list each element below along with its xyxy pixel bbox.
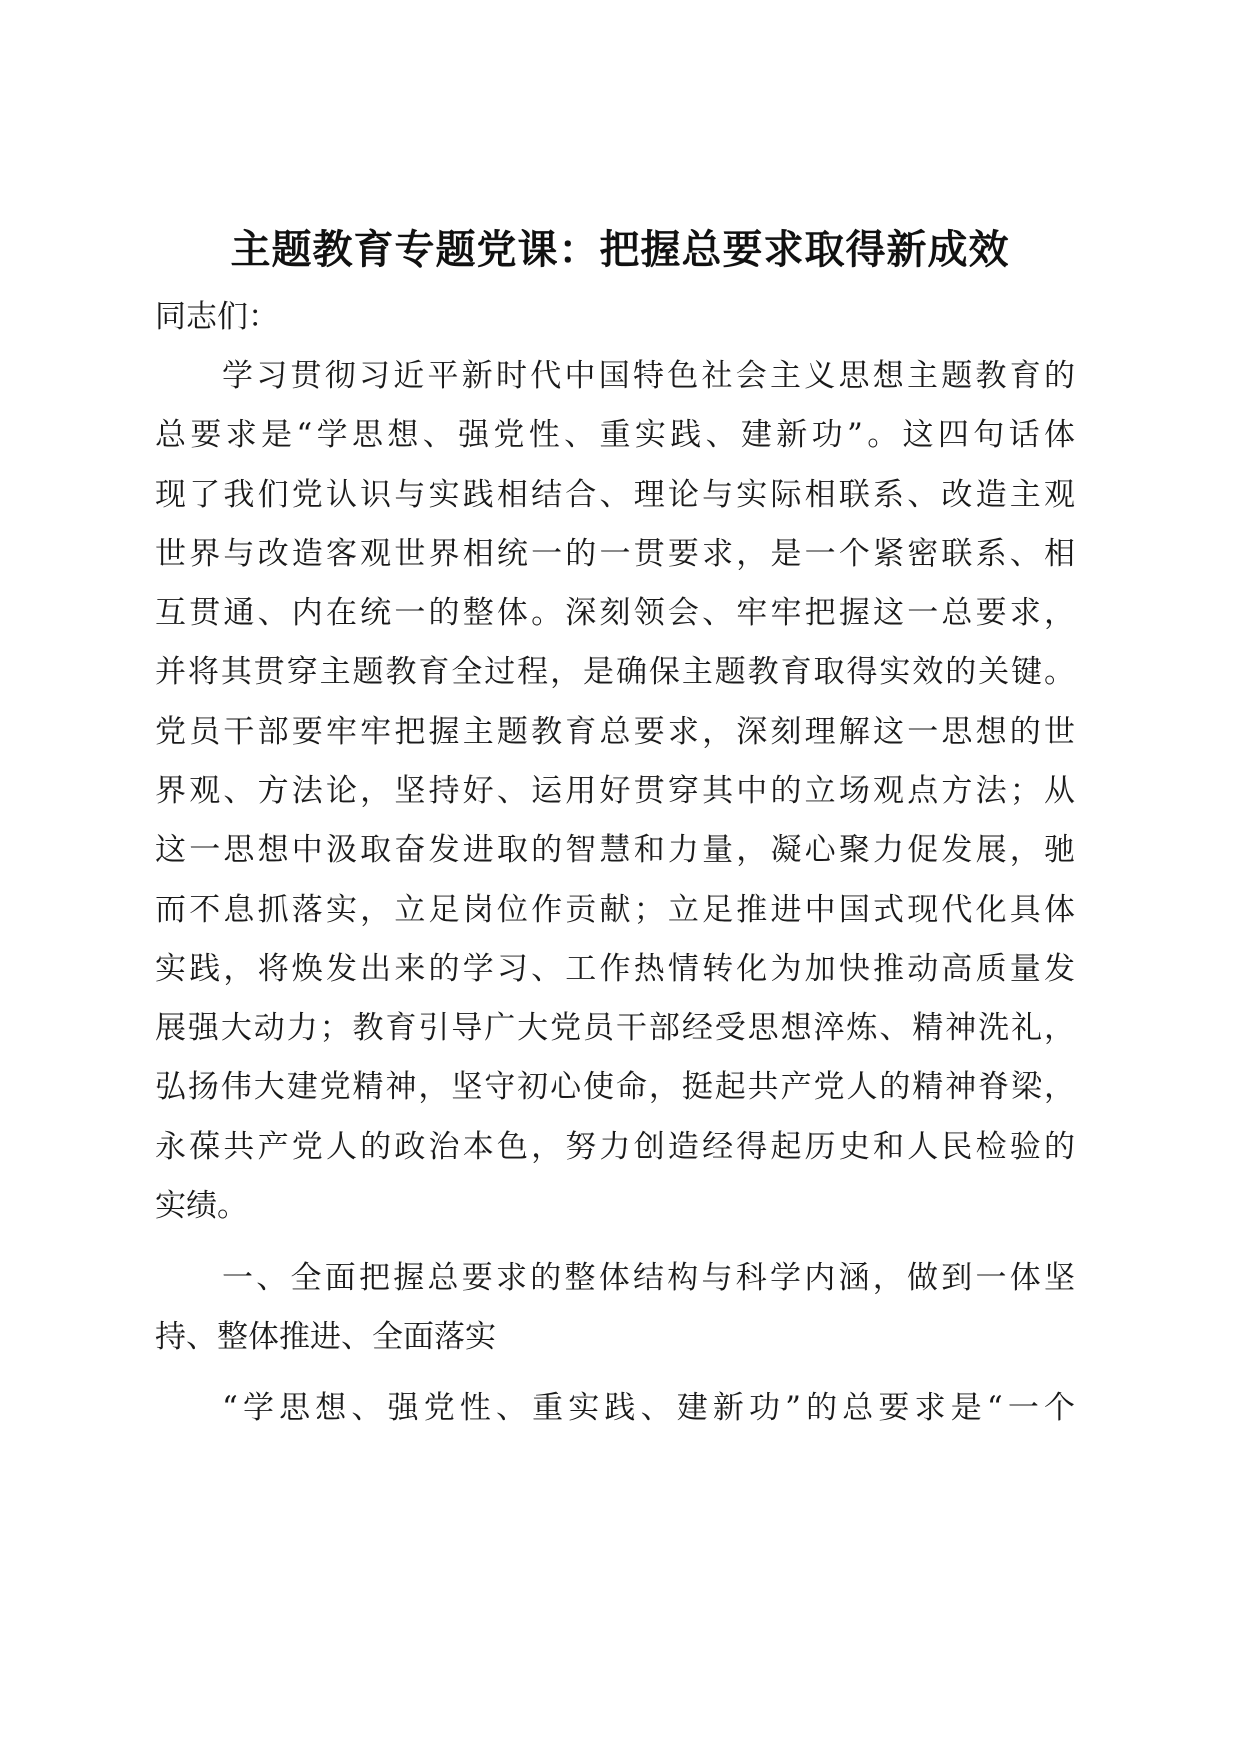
- paragraph-line: 永葆共产党人的政治本色，努力创造经得起历史和人民检验的: [155, 1129, 1075, 1165]
- section-heading-line: 一、全面把握总要求的整体结构与科学内涵，做到一体坚: [222, 1260, 1075, 1296]
- paragraph-line: 总要求是“学思想、强党性、重实践、建新功”。这四句话体: [155, 417, 1075, 453]
- paragraph-line: 世界与改造客观世界相统一的一贯要求，是一个紧密联系、相: [155, 536, 1075, 572]
- paragraph-line: 界观、方法论，坚持好、运用好贯穿其中的立场观点方法；从: [155, 773, 1075, 809]
- paragraph-line: 展强大动力；教育引导广大党员干部经受思想淬炼、精神洗礼，: [155, 1010, 1075, 1046]
- document-title: 主题教育专题党课：把握总要求取得新成效: [230, 227, 1010, 273]
- paragraph-line: 实绩。: [155, 1188, 248, 1224]
- paragraph-line: “学思想、强党性、重实践、建新功”的总要求是“一个: [222, 1390, 1075, 1426]
- paragraph-line: 并将其贯穿主题教育全过程，是确保主题教育取得实效的关键。: [155, 654, 1075, 690]
- section-heading-line: 持、整体推进、全面落实: [155, 1319, 496, 1355]
- salutation: 同志们：: [155, 299, 279, 335]
- paragraph-line: 这一思想中汲取奋发进取的智慧和力量，凝心聚力促发展，驰: [155, 832, 1075, 868]
- paragraph-line: 学习贯彻习近平新时代中国特色社会主义思想主题教育的: [222, 358, 1075, 394]
- paragraph-line: 弘扬伟大建党精神，坚守初心使命，挺起共产党人的精神脊梁，: [155, 1069, 1075, 1105]
- paragraph-line: 互贯通、内在统一的整体。深刻领会、牢牢把握这一总要求，: [155, 595, 1075, 631]
- paragraph-line: 实践，将焕发出来的学习、工作热情转化为加快推动高质量发: [155, 951, 1075, 987]
- paragraph-line: 党员干部要牢牢把握主题教育总要求，深刻理解这一思想的世: [155, 714, 1075, 750]
- paragraph-line: 而不息抓落实，立足岗位作贡献；立足推进中国式现代化具体: [155, 892, 1075, 928]
- paragraph-line: 现了我们党认识与实践相结合、理论与实际相联系、改造主观: [155, 477, 1075, 513]
